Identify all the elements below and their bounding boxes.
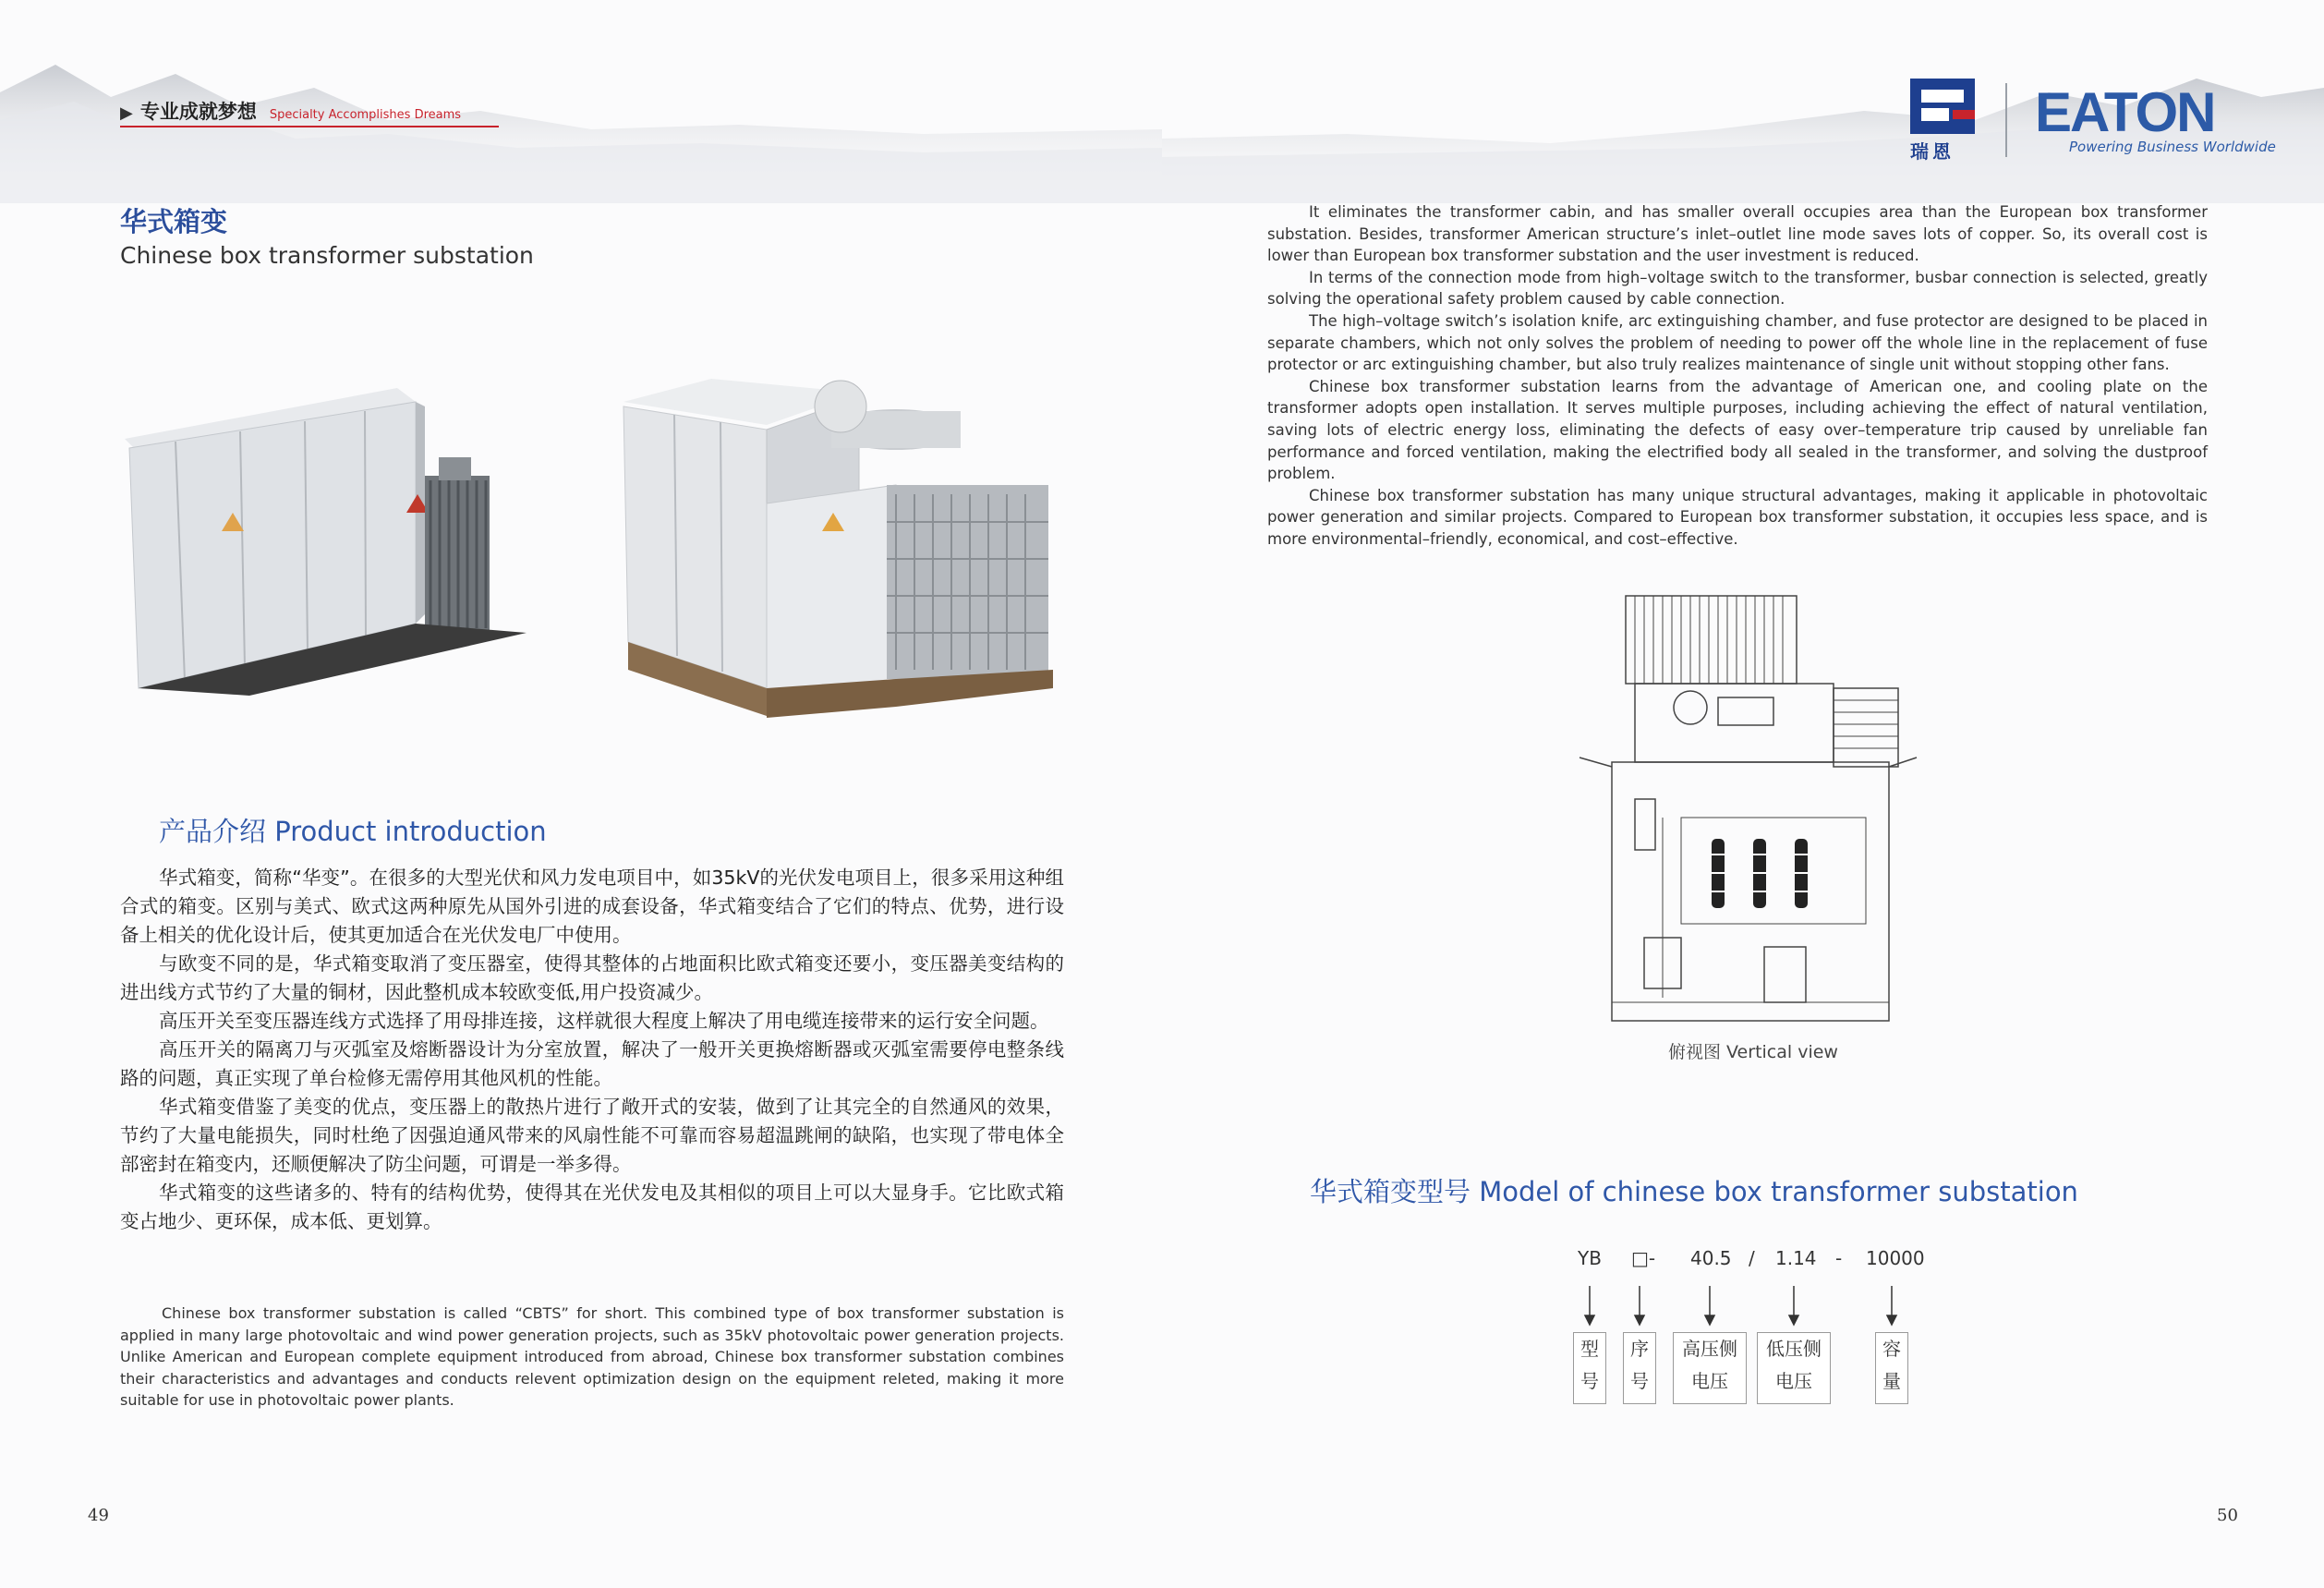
model-box-line: 序	[1630, 1338, 1649, 1360]
page-title-en: Chinese box transformer substation	[120, 242, 534, 269]
right-paragraph: It eliminates the transformer cabin, and has smaller overall occupies area than the European box transformer substation. Besides, transformer American structure’s inlet–outlet line mode saves lots of copper. So, its overall cost is lower than European box transformer substation and the user investment is reduced.	[1267, 203, 2208, 265]
model-box-capacity	[1875, 1332, 1908, 1404]
cn-paragraph: 华式箱变借鉴了美变的优点，变压器上的散热片进行了敞开式的安装，做到了让其完全的自然通风的效果，节约了大量电能损失，同时杜绝了因强迫通风带来的风扇性能不可靠而容易超温跳闸的缺陷，也实现了带电体全部密封在箱变内，还顺便解决了防尘问题，可谓是一举多得。	[120, 1096, 1064, 1175]
cn-paragraph: 高压开关至变压器连线方式选择了用母排连接，这样就很大程度上解决了用电缆连接带来的运行安全问题。	[159, 1010, 1049, 1032]
model-box-line: 量	[1882, 1370, 1901, 1392]
product-intro-heading: 产品介绍 Product introduction	[159, 816, 547, 847]
model-box-line: 型	[1580, 1338, 1599, 1360]
triangle-marker-icon: ▶	[120, 103, 133, 123]
section-title-cn: 专业成就梦想	[139, 101, 257, 123]
right-paragraph: The high–voltage switch’s isolation knife, arc extinguishing chamber, and fuse protector are designed to be placed in separate chambers, which not only solves the problem of needing to power off the whole line in the replacement of fuse protector or arc extinguishing chamber, but also truly realizes maintenance of single unit without stopping other fans.	[1267, 311, 2208, 374]
model-code-part: □-	[1631, 1247, 1656, 1269]
page-title-cn: 华式箱变	[120, 206, 228, 237]
model-code-part: -	[1835, 1247, 1843, 1269]
model-box-lv	[1757, 1332, 1831, 1404]
model-box-line: 高压侧	[1682, 1338, 1737, 1360]
mountain-banner	[0, 55, 1162, 203]
model-code-part: YB	[1578, 1247, 1602, 1269]
product-photo-2	[619, 374, 1062, 725]
cn-paragraph: 华式箱变，简称“华变”。在很多的大型光伏和风力发电项目中，如35kV的光伏发电项目上，很多采用这种组合式的箱变。区别与美式、欧式这两种原先从国外引进的成套设备，华式箱变结合了它们的特点、优势，进行设备上相关的优化设计后，使其更加适合在光伏发电厂中使用。	[120, 867, 1064, 946]
eaton-tagline: Powering Business Worldwide	[2069, 139, 2276, 155]
model-box-hv	[1673, 1332, 1747, 1404]
logo-divider	[2005, 83, 2007, 157]
model-box-type	[1573, 1332, 1606, 1404]
cn-paragraph: 华式箱变的这些诸多的、特有的结构优势，使得其在光伏发电及其相似的项目上可以大显身手。它比欧式箱变占地少、更环保，成本低、更划算。	[120, 1182, 1064, 1232]
product-photo-1	[120, 383, 554, 697]
model-code-part: /	[1749, 1247, 1755, 1269]
model-box-line: 容	[1882, 1338, 1901, 1360]
model-code-part: 40.5	[1690, 1247, 1732, 1269]
model-box-line: 号	[1630, 1370, 1649, 1392]
right-paragraphs	[1267, 201, 2208, 551]
model-box-line: 电压	[1775, 1370, 1812, 1392]
section-title-en: Specialty Accomplishes Dreams	[269, 108, 462, 122]
page-number-right: 50	[2217, 1506, 2238, 1525]
model-box-line: 号	[1580, 1370, 1599, 1392]
model-box-serial	[1623, 1332, 1656, 1404]
cn-paragraph: 与欧变不同的是，华式箱变取消了变压器室，使得其整体的占地面积比欧式箱变还要小，变压器美变结构的进出线方式节约了大量的铜材，因此整机成本较欧变低,用户投资减少。	[120, 952, 1064, 1003]
model-box-line: 低压侧	[1766, 1338, 1822, 1360]
right-paragraph: Chinese box transformer substation has many unique structural advantages, making it applicable in photovoltaic power generation and similar projects. Compared to European box transformer substation, it occupies less space, and is more environmental–friendly, economical, and cost–effective.	[1267, 486, 2208, 548]
eaton-logo-icon	[2035, 85, 2257, 139]
model-code-arrows	[1570, 1282, 1921, 1328]
model-box-line: 电压	[1691, 1370, 1728, 1392]
vertical-view-drawing	[1543, 591, 1958, 1025]
cn-paragraph: 高压开关的隔离刀与灭弧室及熔断器设计为分室放置，解决了一般开关更换熔断器或灭弧室需要停电整条线路的问题，真正实现了单台检修无需停用其他风机的性能。	[120, 1038, 1064, 1089]
page-number-left: 49	[88, 1506, 109, 1525]
section-underline	[120, 126, 499, 127]
model-code-part: 1.14	[1775, 1247, 1817, 1269]
drawing-caption: 俯视图 Vertical view	[1668, 1042, 1838, 1062]
ruien-logo-icon	[1910, 79, 1975, 134]
en-description	[120, 1303, 1064, 1412]
en-paragraph: Chinese box transformer substation is called “CBTS” for short. This combined type of box transformer substation is applied in many large photovoltaic and wind power generation projects, such as 35kV photovoltaic power generation projects. Unlike American and European complete equipment introduced from abroad, Chinese box transformer substation combines their characteristics and advantages and conducts relevent optimization design on the equipment releted, making it more suitable for use in photovoltaic power plants.	[120, 1304, 1064, 1409]
ruien-logo-text: 瑞恩	[1910, 140, 1955, 163]
model-heading: 华式箱变型号 Model of chinese box transformer substation	[1310, 1176, 2078, 1207]
right-paragraph: Chinese box transformer substation learns from the advantage of American one, and cooling plate on the transformer adopts open installation. It serves multiple purposes, including achieving the effect of natural ventilation, saving lots of electric energy loss, eliminating the defects of easy over–temperature trip caused by unreliable fan performance and forced ventilation, making the electrified body all sealed in the transformer, and solving the dustproof problem.	[1267, 377, 2208, 483]
eaton-wordmark: EATON	[2035, 85, 2215, 139]
section-header	[120, 97, 461, 125]
right-paragraph: In terms of the connection mode from high–voltage switch to the transformer, busbar connection is selected, greatly solving the operational safety problem caused by cable connection.	[1267, 268, 2208, 309]
model-code-part: 10000	[1866, 1247, 1925, 1269]
cn-description	[120, 864, 1064, 1236]
